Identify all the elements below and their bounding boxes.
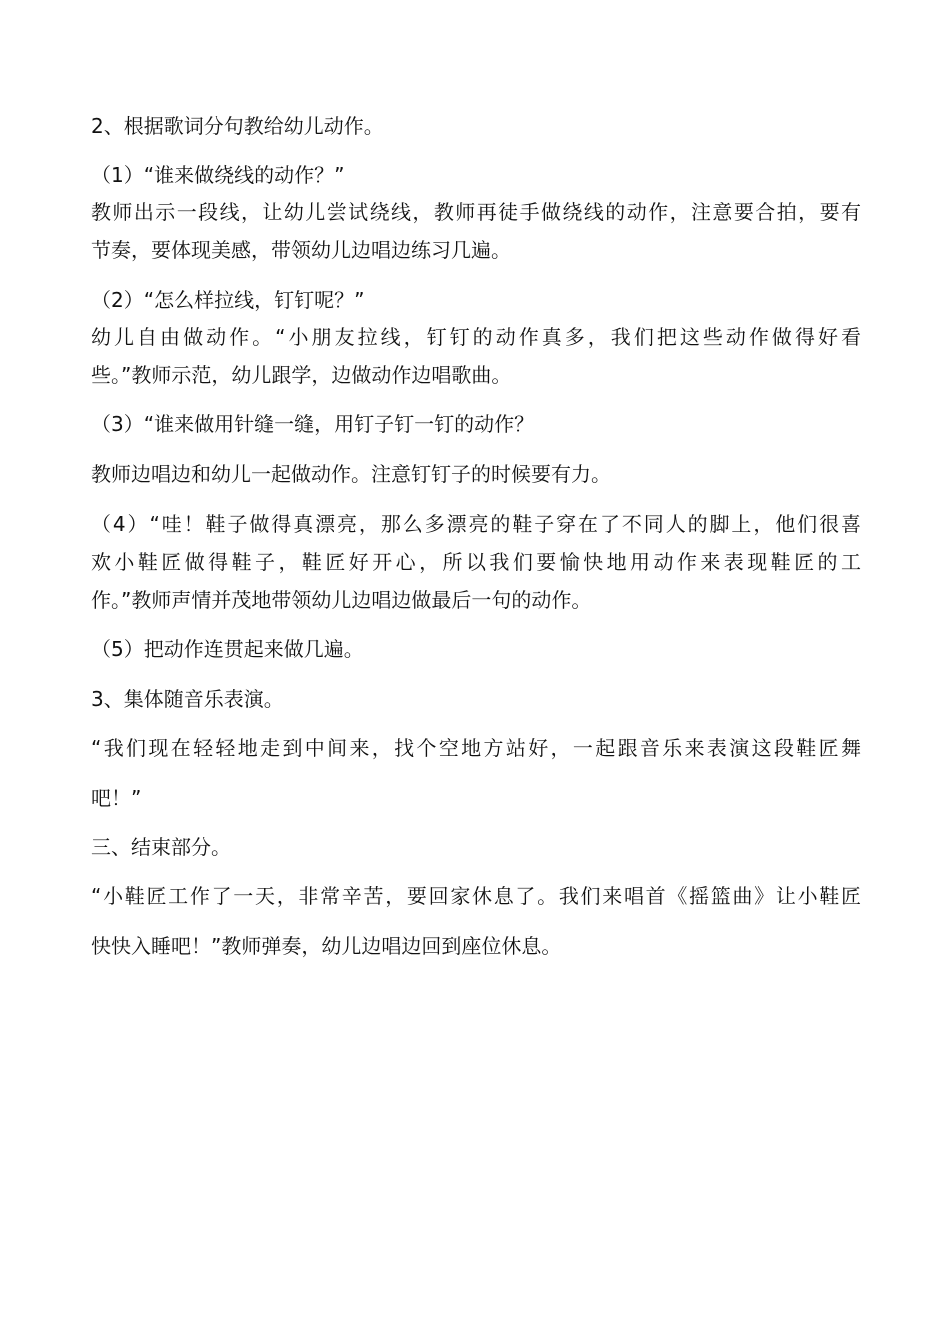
step-1-text-line-1: 教师出示一段线，让幼儿尝试绕线，教师再徒手做绕线的动作，注意要合拍，要有	[91, 200, 861, 224]
step-2-text-line-1: 幼儿自由做动作。“小朋友拉线，钉钉的动作真多，我们把这些动作做得好看	[91, 325, 861, 349]
step-2-heading: （2）“怎么样拉线，钉钉呢？”	[91, 288, 365, 312]
step-4-text-line-3: 作。”教师声情并茂地带领幼儿边唱边做最后一句的动作。	[91, 588, 592, 612]
step-5-text: （5）把动作连贯起来做几遍。	[91, 637, 364, 661]
step-4-text-line-2: 欢小鞋匠做得鞋子，鞋匠好开心，所以我们要愉快地用动作来表现鞋匠的工	[91, 550, 861, 574]
section-heading-3: 3、集体随音乐表演。	[91, 687, 284, 711]
closing-section-heading: 三、结束部分。	[91, 835, 231, 859]
closing-text-line-1: “小鞋匠工作了一天，非常辛苦，要回家休息了。我们来唱首《摇篮曲》让小鞋匠	[91, 884, 861, 908]
step-1-heading: （1）“谁来做绕线的动作？”	[91, 163, 345, 187]
step-4-text-line-1: （4）“哇！鞋子做得真漂亮，那么多漂亮的鞋子穿在了不同人的脚上，他们很喜	[91, 512, 861, 536]
section-3-quote-line-2: 吧！”	[91, 786, 142, 810]
section-heading-2: 2、根据歌词分句教给幼儿动作。	[91, 114, 384, 138]
step-3-heading: （3）“谁来做用针缝一缝，用钉子钉一钉的动作？	[91, 412, 535, 436]
closing-text-line-2: 快快入睡吧！”教师弹奏，幼儿边唱边回到座位休息。	[91, 934, 562, 958]
step-2-text-line-2: 些。”教师示范，幼儿跟学，边做动作边唱歌曲。	[91, 363, 512, 387]
step-1-text-line-2: 节奏，要体现美感，带领幼儿边唱边练习几遍。	[91, 238, 511, 262]
section-3-quote-line-1: “我们现在轻轻地走到中间来，找个空地方站好，一起跟音乐来表演这段鞋匠舞	[91, 736, 861, 760]
step-3-text: 教师边唱边和幼儿一起做动作。注意钉钉子的时候要有力。	[91, 462, 611, 486]
